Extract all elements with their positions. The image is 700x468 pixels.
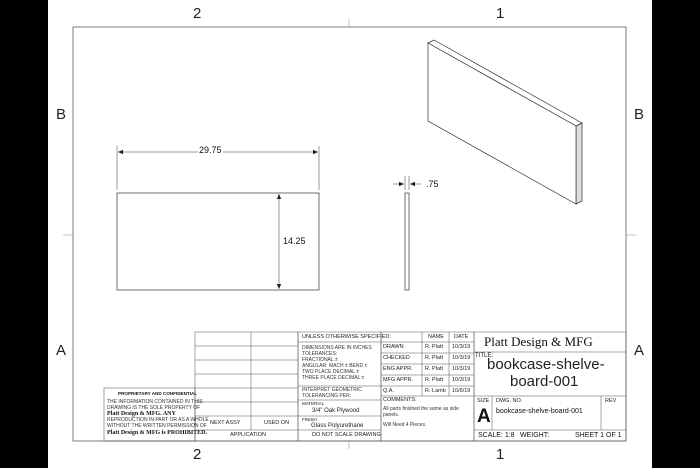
signoff-role: Q.A. <box>383 388 395 394</box>
side-view-panel <box>405 193 409 290</box>
signoff-date: 10/3/19 <box>452 366 471 372</box>
interpret-line-1: INTERPRET GEOMETRIC <box>302 387 362 393</box>
no-scale-label: DO NOT SCALE DRAWING <box>312 432 381 438</box>
drawing-title-line-2: board-001 <box>510 373 579 390</box>
unless-specified-label: UNLESS OTHERWISE SPECIFIED: <box>302 334 391 340</box>
date-header: DATE <box>454 334 469 340</box>
size-label: SIZE <box>477 398 490 404</box>
scale-label: SCALE: 1:8 <box>478 432 515 439</box>
title-label: TITLE: <box>475 353 494 359</box>
signoff-date: 10/3/19 <box>452 355 471 361</box>
signoff-date: 10/3/19 <box>452 344 471 350</box>
proprietary-line-1: THE INFORMATION CONTAINED IN THIS <box>107 399 203 405</box>
signoff-name: R. Platt <box>425 366 444 372</box>
next-assy-label: NEXT ASSY <box>210 420 241 426</box>
signoff-name: R. Platt <box>425 344 444 350</box>
thickness-dimension <box>393 176 421 190</box>
signoff-date: 10/3/19 <box>452 377 471 383</box>
thickness-dimension-label: .75 <box>426 179 439 189</box>
proprietary-line-2: DRAWING IS THE SOLE PROPERTY OF <box>107 405 201 411</box>
height-dimension-label: 14.25 <box>283 236 306 246</box>
proprietary-line-4: REPRODUCTION IN PART OR AS A WHOLE <box>107 417 209 423</box>
used-on-label: USED ON <box>264 420 290 426</box>
dims-line-3: FRACTIONAL ± <box>302 357 338 363</box>
zone-label-left-b: B <box>56 106 67 123</box>
zone-label-right-a: A <box>634 342 645 359</box>
comment-line-2: panels. <box>383 412 400 418</box>
application-label: APPLICATION <box>230 432 266 438</box>
dims-line-4: ANGULAR: MACH ± BEND ± <box>302 363 368 369</box>
dims-line-5: TWO PLACE DECIMAL ± <box>302 369 360 375</box>
width-dimension-label: 29.75 <box>199 145 222 155</box>
sheet-label: SHEET 1 OF 1 <box>575 432 622 439</box>
proprietary-line-5: WITHOUT THE WRITTEN PERMISSION OF <box>107 423 207 429</box>
signoff-name: R. Platt <box>425 355 444 361</box>
zone-label-top-2: 2 <box>193 5 202 22</box>
signoff-name: R. Lamb <box>425 388 446 394</box>
signoff-name: R. Platt <box>425 377 444 383</box>
isometric-view <box>428 40 582 204</box>
proprietary-line-6: Platt Design & MFG is PROHIBITED. <box>107 430 207 436</box>
zone-label-left-a: A <box>56 342 67 359</box>
rev-label: REV <box>605 398 617 404</box>
signoff-role: DRAWN <box>383 344 404 350</box>
finish-value: Glass Polyurethane <box>311 423 364 429</box>
dims-line-1: DIMENSIONS ARE IN INCHES <box>302 345 372 351</box>
dwg-no-label: DWG. NO. <box>496 398 523 404</box>
zone-label-bottom-2: 2 <box>193 446 202 463</box>
material-value: 3/4" Oak Plywood <box>312 408 360 414</box>
size-value: A <box>477 406 491 427</box>
comments-label: COMMENTS: <box>383 397 417 403</box>
drawing-title-line-1: bookcase-shelve- <box>487 356 605 373</box>
zone-label-top-1: 1 <box>496 5 505 22</box>
dims-line-6: THREE PLACE DECIMAL ± <box>302 375 365 381</box>
proprietary-line-3: Platt Design & MFG. ANY <box>107 411 176 417</box>
dims-line-2: TOLERANCES: <box>302 351 338 357</box>
comment-line-1: All parts finished the same as side <box>383 406 459 412</box>
signoff-role: ENG APPR. <box>383 366 413 372</box>
signoff-role: MFG APPR. <box>383 377 413 383</box>
zone-label-right-b: B <box>634 106 645 123</box>
comment-line-3: Will Need 4 Pieces. <box>383 422 427 428</box>
material-label: MATERIAL <box>302 401 325 406</box>
finish-label: FINISH <box>302 417 317 422</box>
name-header: NAME <box>428 334 444 340</box>
proprietary-heading: PROPRIETARY AND CONFIDENTIAL <box>118 391 198 396</box>
interpret-line-2: TOLERANCING PER: <box>302 393 352 399</box>
signoff-date: 10/6/19 <box>452 388 471 394</box>
dwg-no-value: bookcase-shelve-board-001 <box>496 408 583 415</box>
signoff-role: CHECKED <box>383 355 410 361</box>
zone-label-bottom-1: 1 <box>496 446 505 463</box>
company-name: Platt Design & MFG <box>484 334 593 349</box>
weight-label: WEIGHT: <box>520 432 550 439</box>
